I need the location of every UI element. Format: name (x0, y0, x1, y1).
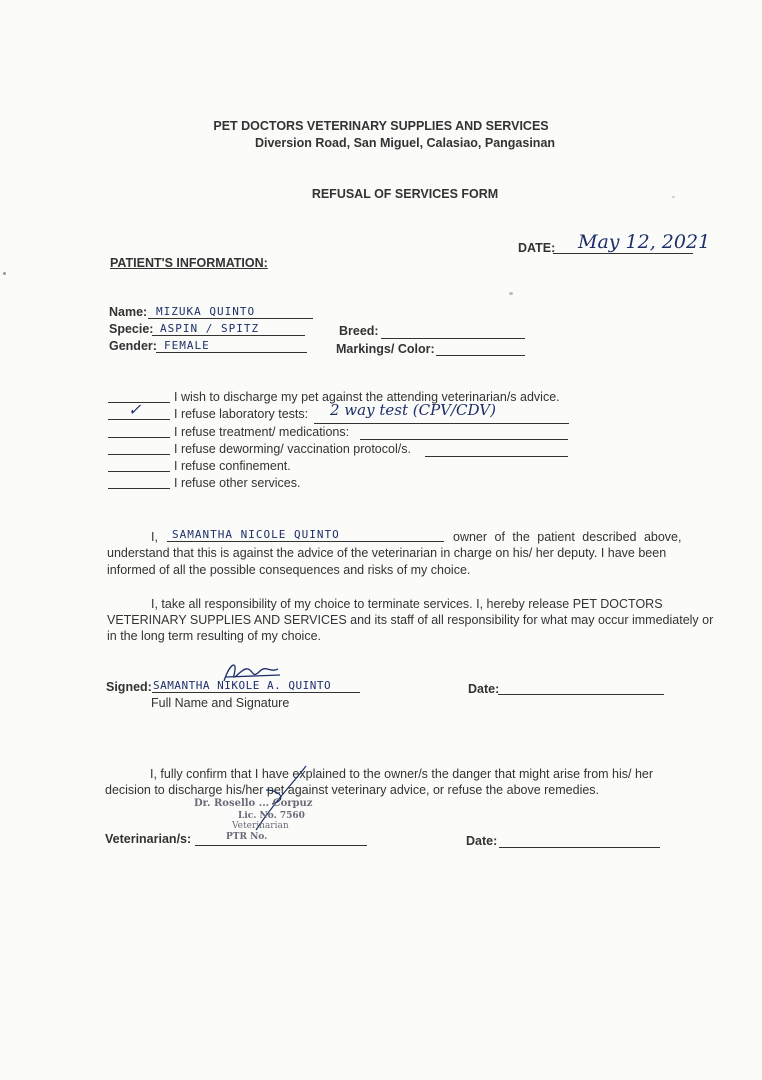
vet-line (195, 845, 367, 846)
date-label: DATE: (518, 241, 556, 255)
form-title: REFUSAL OF SERVICES FORM (311, 187, 499, 201)
gender-line (156, 352, 307, 353)
stamp-ptr: PTR No. (226, 832, 268, 842)
option-checkbox-line[interactable] (108, 471, 170, 472)
patient-info-heading: PATIENT'S INFORMATION: (110, 256, 268, 270)
option-checkbox-line[interactable] (108, 454, 170, 455)
owner-name-line (167, 541, 444, 542)
name-value: MIZUKA QUINTO (156, 305, 256, 318)
option-text: I refuse treatment/ medications: (174, 425, 350, 439)
signed-line (152, 692, 360, 693)
vet-date-line (499, 847, 660, 848)
markings-line (436, 355, 525, 356)
option-checkbox-line[interactable] (108, 488, 170, 489)
signed-date-line (498, 694, 664, 695)
breed-label: Breed: (339, 324, 379, 338)
responsibility-line2: VETERINARY SUPPLIES AND SERVICES and its staff of all responsibility for what may occur immediately or (107, 613, 714, 627)
name-label: Name: (109, 305, 148, 319)
lab-tests-line (314, 423, 569, 424)
option-text: I refuse deworming/ vaccination protocol/s. (174, 442, 411, 456)
signed-date-label: Date: (468, 682, 500, 696)
stamp-role: Veterinarian (232, 821, 289, 831)
option-text: I refuse laboratory tests: (174, 407, 309, 421)
owner-name-value: SAMANTHA NICOLE QUINTO (172, 528, 340, 541)
vet-confirm-line2: decision to discharge his/her pet against veterinary advice, or refuse the above remedies. (105, 783, 600, 797)
signed-label: Signed: (106, 680, 152, 694)
consent-line1: owner of the patient described above, (453, 530, 682, 544)
option-checkbox-line[interactable] (108, 419, 170, 420)
vet-label: Veterinarian/s: (105, 832, 192, 846)
signed-caption: Full Name and Signature (151, 696, 290, 710)
specie-value: ASPIN / SPITZ (160, 322, 260, 335)
date-line (553, 253, 693, 254)
stamp-license: Lic. No. 7560 (238, 811, 305, 821)
treatment-line (360, 439, 568, 440)
specie-line (152, 335, 305, 336)
gender-value: FEMALE (164, 339, 210, 352)
option-text: I refuse other services. (174, 476, 301, 490)
gender-label: Gender: (109, 339, 157, 353)
company-address: Diversion Road, San Miguel, Calasiao, Pangasinan (254, 136, 556, 150)
date-value: May 12, 2021 (578, 231, 711, 253)
specie-label: Specie: (109, 322, 154, 336)
consent-line2: understand that this is against the advice of the veterinarian in charge on his/ her deputy. I have been (107, 546, 667, 560)
option-checkbox-line[interactable] (108, 437, 170, 438)
stamp-name: Dr. Rosello ... Corpuz (194, 798, 313, 809)
breed-line (381, 338, 525, 339)
scan-speck (509, 292, 513, 295)
consent-line3: informed of all the possible consequences and risks of my choice. (107, 563, 471, 577)
responsibility-line1: I, take all responsibility of my choice to terminate services. I, hereby release PET DOCTORS (151, 597, 663, 611)
option-check-mark: ✓ (128, 400, 142, 419)
lab-tests-value: 2 way test (CPV/CDV) (330, 401, 496, 419)
company-name: PET DOCTORS VETERINARY SUPPLIES AND SERVICES (213, 119, 549, 133)
markings-label: Markings/ Color: (336, 342, 435, 356)
vet-confirm-line1: I, fully confirm that I have explained to the owner/s the danger that might arise from his/ her (150, 767, 654, 781)
vet-date-label: Date: (466, 834, 498, 848)
consent-i-label: I, (151, 530, 158, 544)
scan-speck (3, 272, 6, 275)
deworming-line (425, 456, 568, 457)
option-text: I refuse confinement. (174, 459, 291, 473)
responsibility-line3: in the long term resulting of my choice. (107, 629, 321, 643)
name-line (148, 318, 313, 319)
option-text: I wish to discharge my pet against the attending veterinarian/s advice. (174, 390, 560, 404)
signed-name-value: SAMANTHA NIKOLE A. QUINTO (153, 679, 332, 692)
